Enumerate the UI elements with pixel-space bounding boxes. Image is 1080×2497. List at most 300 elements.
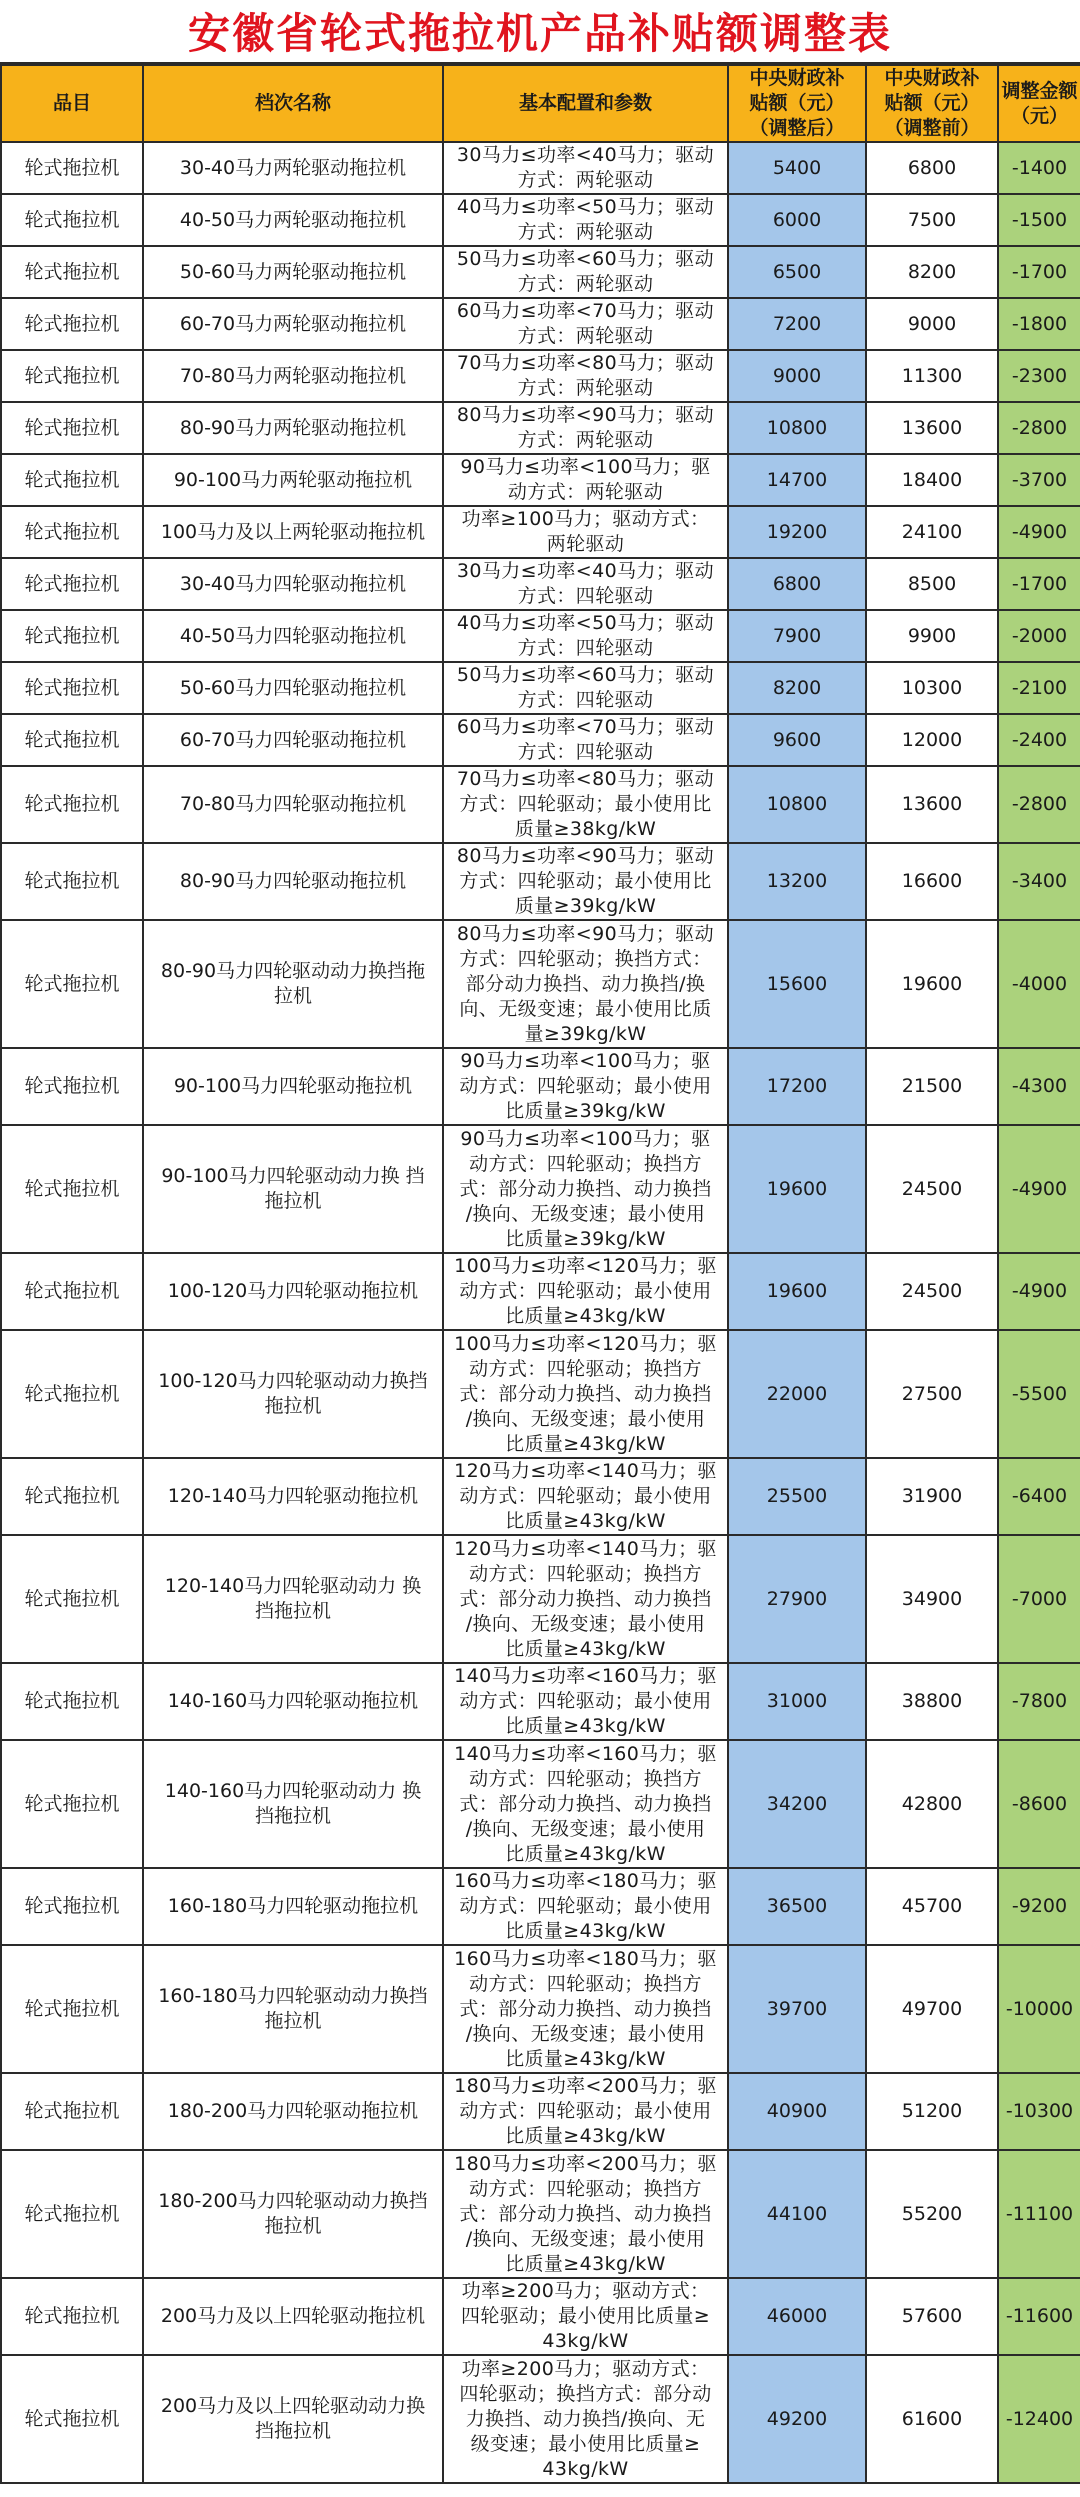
header-grade-name: 档次名称 bbox=[143, 65, 443, 142]
adjustment-cell: -4900 bbox=[998, 506, 1080, 558]
adjustment-cell: -3400 bbox=[998, 843, 1080, 920]
adjustment-cell: -11100 bbox=[998, 2150, 1080, 2278]
spec-line: 43kg/kW bbox=[542, 2457, 629, 2480]
adjustment-cell: -1500 bbox=[998, 194, 1080, 246]
spec-line: 质量≥38kg/kW bbox=[514, 818, 657, 840]
adjustment-cell: -7800 bbox=[998, 1663, 1080, 1740]
grade-name-cell bbox=[143, 506, 443, 558]
spec-line: 120马力≤功率<140马力；驱 bbox=[454, 1537, 717, 1560]
spec-cell bbox=[443, 714, 728, 766]
grade-name-line: 挡拖拉机 bbox=[254, 1600, 331, 1622]
category-cell: 轮式拖拉机 bbox=[1, 2278, 143, 2355]
spec-cell bbox=[443, 2150, 728, 2278]
subsidy-before-cell: 24100 bbox=[866, 506, 998, 558]
subsidy-before-cell: 21500 bbox=[866, 1048, 998, 1125]
subsidy-before-cell: 18400 bbox=[866, 454, 998, 506]
subsidy-after-cell: 13200 bbox=[728, 843, 866, 920]
spec-line: 比质量≥43kg/kW bbox=[505, 1305, 666, 1327]
spec-line: 70马力≤功率<80马力；驱动 bbox=[456, 352, 715, 374]
table-row bbox=[1, 454, 1080, 506]
spec-cell bbox=[443, 1663, 728, 1740]
spec-line: 部分动力换挡、动力换挡/换 bbox=[465, 972, 706, 995]
spec-cell bbox=[443, 1535, 728, 1663]
spec-line: 40马力≤功率<50马力；驱动 bbox=[456, 612, 715, 634]
table-row bbox=[1, 766, 1080, 843]
subsidy-after-cell: 22000 bbox=[728, 1330, 866, 1458]
grade-name-cell bbox=[143, 662, 443, 714]
spec-line: 30马力≤功率<40马力；驱动 bbox=[456, 144, 715, 166]
adjustment-cell: -7000 bbox=[998, 1535, 1080, 1663]
spec-cell bbox=[443, 1330, 728, 1458]
grade-name-line: 50-60马力四轮驱动拖拉机 bbox=[179, 676, 407, 699]
spec-line: 力换挡、动力换挡/换向、无 bbox=[465, 2407, 706, 2430]
adjustment-cell: -4300 bbox=[998, 1048, 1080, 1125]
spec-line: 方式：四轮驱动 bbox=[517, 689, 654, 711]
subsidy-before-cell: 12000 bbox=[866, 714, 998, 766]
category-cell: 轮式拖拉机 bbox=[1, 1458, 143, 1535]
table-row bbox=[1, 1458, 1080, 1535]
spec-line: 140马力≤功率<160马力；驱 bbox=[454, 1742, 717, 1765]
spec-line: 比质量≥43kg/kW bbox=[505, 1842, 666, 1865]
grade-name-cell bbox=[143, 1868, 443, 1945]
grade-name-cell bbox=[143, 246, 443, 298]
spec-line: /换向、无级变速；最小使用 bbox=[465, 1817, 706, 1840]
spec-line: 动方式：四轮驱动；换挡方 bbox=[469, 1357, 702, 1380]
spec-line: 比质量≥43kg/kW bbox=[505, 1920, 666, 1942]
grade-name-cell bbox=[143, 2073, 443, 2150]
grade-name-line: 60-70马力两轮驱动拖拉机 bbox=[179, 312, 407, 335]
adjustment-cell: -5500 bbox=[998, 1330, 1080, 1458]
subsidy-before-cell: 8200 bbox=[866, 246, 998, 298]
category-cell: 轮式拖拉机 bbox=[1, 843, 143, 920]
adjustment-cell: -10300 bbox=[998, 2073, 1080, 2150]
spec-line: 方式：四轮驱动；最小使用比 bbox=[459, 793, 712, 815]
spec-line: 四轮驱动；最小使用比质量≥ bbox=[460, 2305, 711, 2327]
spec-line: 级变速；最小使用比质量≥ bbox=[470, 2432, 701, 2455]
category-cell: 轮式拖拉机 bbox=[1, 1330, 143, 1458]
table-row bbox=[1, 843, 1080, 920]
table-row bbox=[1, 298, 1080, 350]
subsidy-before-cell: 38800 bbox=[866, 1663, 998, 1740]
grade-name-line: 200马力及以上四轮驱动动力换 bbox=[160, 2395, 426, 2417]
spec-cell bbox=[443, 662, 728, 714]
spec-line: 40马力≤功率<50马力；驱动 bbox=[456, 196, 715, 218]
header-spec: 基本配置和参数 bbox=[443, 65, 728, 142]
grade-name-cell bbox=[143, 920, 443, 1048]
spec-cell bbox=[443, 2355, 728, 2483]
spec-line: 140马力≤功率<160马力；驱 bbox=[454, 1665, 717, 1687]
spec-line: 方式：四轮驱动；最小使用比 bbox=[459, 870, 712, 892]
category-cell: 轮式拖拉机 bbox=[1, 1868, 143, 1945]
category-cell: 轮式拖拉机 bbox=[1, 920, 143, 1048]
adjustment-cell: -6400 bbox=[998, 1458, 1080, 1535]
table-row bbox=[1, 1663, 1080, 1740]
spec-line: 式：部分动力换挡、动力换挡 bbox=[459, 2202, 712, 2225]
header-before bbox=[866, 65, 998, 142]
grade-name-cell bbox=[143, 1330, 443, 1458]
spec-line: 功率≥100马力；驱动方式： bbox=[461, 508, 710, 530]
header-after-line: 贴额（元） bbox=[749, 92, 845, 114]
grade-name-line: 50-60马力两轮驱动拖拉机 bbox=[179, 260, 407, 283]
spec-line: 动方式：四轮驱动；换挡方 bbox=[469, 2177, 702, 2200]
grade-name-cell bbox=[143, 402, 443, 454]
category-cell: 轮式拖拉机 bbox=[1, 402, 143, 454]
spec-line: /换向、无级变速；最小使用 bbox=[465, 2022, 706, 2045]
spec-line: 比质量≥39kg/kW bbox=[505, 1100, 666, 1122]
table-row bbox=[1, 246, 1080, 298]
subsidy-after-cell: 6800 bbox=[728, 558, 866, 610]
grade-name-line: 挡拖拉机 bbox=[254, 2420, 331, 2442]
spec-line: /换向、无级变速；最小使用 bbox=[465, 1202, 706, 1225]
subsidy-before-cell: 31900 bbox=[866, 1458, 998, 1535]
grade-name-cell bbox=[143, 194, 443, 246]
spec-line: 90马力≤功率<100马力；驱 bbox=[460, 456, 711, 478]
grade-name-line: 挡拖拉机 bbox=[254, 1805, 331, 1827]
subsidy-after-cell: 6000 bbox=[728, 194, 866, 246]
spec-line: 动方式：四轮驱动；换挡方 bbox=[469, 1972, 702, 1995]
spec-cell bbox=[443, 1253, 728, 1330]
spec-cell bbox=[443, 298, 728, 350]
spec-cell bbox=[443, 350, 728, 402]
grade-name-line: 100-120马力四轮驱动动力换挡 bbox=[158, 1370, 428, 1392]
subsidy-after-cell: 7200 bbox=[728, 298, 866, 350]
table-row bbox=[1, 610, 1080, 662]
table-row bbox=[1, 1740, 1080, 1868]
grade-name-line: 120-140马力四轮驱动拖拉机 bbox=[167, 1485, 419, 1507]
table-row bbox=[1, 714, 1080, 766]
grade-name-line: 拖拉机 bbox=[264, 1190, 322, 1212]
spec-line: 式：部分动力换挡、动力换挡 bbox=[459, 1587, 712, 1610]
spec-line: 方式：四轮驱动 bbox=[517, 637, 654, 659]
grade-name-line: 90-100马力四轮驱动拖拉机 bbox=[173, 1075, 413, 1097]
category-cell: 轮式拖拉机 bbox=[1, 2355, 143, 2483]
category-cell: 轮式拖拉机 bbox=[1, 1663, 143, 1740]
spec-line: 动方式：四轮驱动；换挡方 bbox=[469, 1767, 702, 1790]
spec-line: 70马力≤功率<80马力；驱动 bbox=[456, 768, 715, 790]
header-before-line: 中央财政补 bbox=[884, 67, 980, 89]
grade-name-cell bbox=[143, 1535, 443, 1663]
spec-cell bbox=[443, 2278, 728, 2355]
spec-line: 方式：两轮驱动 bbox=[517, 221, 654, 243]
spec-line: 动方式：四轮驱动；换挡方 bbox=[469, 1562, 702, 1585]
subsidy-after-cell: 34200 bbox=[728, 1740, 866, 1868]
spec-cell bbox=[443, 194, 728, 246]
spec-line: 比质量≥43kg/kW bbox=[505, 2252, 666, 2275]
subsidy-after-cell: 14700 bbox=[728, 454, 866, 506]
spec-line: 质量≥39kg/kW bbox=[514, 895, 657, 917]
subsidy-before-cell: 49700 bbox=[866, 1945, 998, 2073]
spec-line: 100马力≤功率<120马力；驱 bbox=[454, 1332, 717, 1355]
grade-name-line: 200马力及以上四轮驱动拖拉机 bbox=[160, 2305, 426, 2327]
category-cell: 轮式拖拉机 bbox=[1, 194, 143, 246]
spec-line: 100马力≤功率<120马力；驱 bbox=[454, 1255, 717, 1277]
spec-line: 动方式：四轮驱动；最小使用 bbox=[459, 1280, 712, 1302]
table-row bbox=[1, 1125, 1080, 1253]
header-delta-line: （元） bbox=[1010, 104, 1068, 127]
spec-line: 50马力≤功率<60马力；驱动 bbox=[456, 248, 715, 270]
subsidy-after-cell: 6500 bbox=[728, 246, 866, 298]
spec-line: 比质量≥43kg/kW bbox=[505, 1715, 666, 1737]
subsidy-before-cell: 6800 bbox=[866, 142, 998, 194]
subsidy-after-cell: 44100 bbox=[728, 2150, 866, 2278]
spec-line: 向、无级变速；最小使用比质 bbox=[459, 997, 712, 1020]
spec-cell bbox=[443, 1740, 728, 1868]
adjustment-cell: -2800 bbox=[998, 402, 1080, 454]
spec-line: 方式：两轮驱动 bbox=[517, 377, 654, 399]
spec-cell bbox=[443, 1125, 728, 1253]
adjustment-cell: -2400 bbox=[998, 714, 1080, 766]
spec-line: 动方式：四轮驱动；换挡方 bbox=[469, 1152, 702, 1175]
grade-name-cell bbox=[143, 1663, 443, 1740]
spec-line: 式：部分动力换挡、动力换挡 bbox=[459, 1997, 712, 2020]
spec-line: /换向、无级变速；最小使用 bbox=[465, 1407, 706, 1430]
header-after-line: 中央财政补 bbox=[749, 67, 845, 89]
category-cell: 轮式拖拉机 bbox=[1, 610, 143, 662]
category-cell: 轮式拖拉机 bbox=[1, 246, 143, 298]
subsidy-after-cell: 39700 bbox=[728, 1945, 866, 2073]
subsidy-after-cell: 49200 bbox=[728, 2355, 866, 2483]
spec-line: 比质量≥43kg/kW bbox=[505, 2047, 666, 2070]
grade-name-cell bbox=[143, 1125, 443, 1253]
adjustment-cell: -3700 bbox=[998, 454, 1080, 506]
category-cell: 轮式拖拉机 bbox=[1, 506, 143, 558]
subsidy-after-cell: 15600 bbox=[728, 920, 866, 1048]
subsidy-after-cell: 31000 bbox=[728, 1663, 866, 1740]
spec-cell bbox=[443, 142, 728, 194]
category-cell: 轮式拖拉机 bbox=[1, 1740, 143, 1868]
header-row bbox=[1, 65, 1080, 142]
spec-line: 比质量≥43kg/kW bbox=[505, 1510, 666, 1532]
spec-cell bbox=[443, 558, 728, 610]
category-cell: 轮式拖拉机 bbox=[1, 1048, 143, 1125]
table-row bbox=[1, 2150, 1080, 2278]
spec-line: 180马力≤功率<200马力；驱 bbox=[454, 2152, 717, 2175]
subsidy-after-cell: 27900 bbox=[728, 1535, 866, 1663]
category-cell: 轮式拖拉机 bbox=[1, 1253, 143, 1330]
spec-line: 60马力≤功率<70马力；驱动 bbox=[456, 716, 715, 738]
grade-name-line: 90-100马力两轮驱动拖拉机 bbox=[173, 468, 413, 491]
grade-name-cell bbox=[143, 766, 443, 843]
spec-line: 方式：四轮驱动 bbox=[517, 741, 654, 763]
spec-line: 式：部分动力换挡、动力换挡 bbox=[459, 1382, 712, 1405]
adjustment-cell: -2300 bbox=[998, 350, 1080, 402]
subsidy-before-cell: 42800 bbox=[866, 1740, 998, 1868]
spec-cell bbox=[443, 1945, 728, 2073]
spec-line: 50马力≤功率<60马力；驱动 bbox=[456, 664, 715, 686]
spec-line: 80马力≤功率<90马力；驱动 bbox=[456, 845, 715, 867]
adjustment-cell: -1700 bbox=[998, 558, 1080, 610]
table-row bbox=[1, 2355, 1080, 2483]
spec-line: 动方式：四轮驱动；最小使用 bbox=[459, 2100, 712, 2122]
spec-line: 量≥39kg/kW bbox=[524, 1022, 647, 1045]
grade-name-cell bbox=[143, 142, 443, 194]
spec-line: 比质量≥43kg/kW bbox=[505, 1637, 666, 1660]
spec-line: 方式：四轮驱动；换挡方式： bbox=[459, 947, 712, 970]
spec-cell bbox=[443, 454, 728, 506]
category-cell: 轮式拖拉机 bbox=[1, 558, 143, 610]
spec-line: /换向、无级变速；最小使用 bbox=[465, 2227, 706, 2250]
spec-line: 式：部分动力换挡、动力换挡 bbox=[459, 1792, 712, 1815]
category-cell: 轮式拖拉机 bbox=[1, 298, 143, 350]
adjustment-cell: -9200 bbox=[998, 1868, 1080, 1945]
header-category: 品目 bbox=[1, 65, 143, 142]
adjustment-cell: -11600 bbox=[998, 2278, 1080, 2355]
subsidy-before-cell: 8500 bbox=[866, 558, 998, 610]
spec-cell bbox=[443, 506, 728, 558]
spec-line: 80马力≤功率<90马力；驱动 bbox=[456, 404, 715, 426]
grade-name-line: 30-40马力四轮驱动拖拉机 bbox=[179, 572, 407, 595]
spec-line: 两轮驱动 bbox=[546, 533, 625, 555]
grade-name-line: 160-180马力四轮驱动拖拉机 bbox=[167, 1895, 419, 1917]
adjustment-cell: -4000 bbox=[998, 920, 1080, 1048]
grade-name-line: 拉机 bbox=[273, 985, 312, 1007]
table-row bbox=[1, 920, 1080, 1048]
subsidy-before-cell: 19600 bbox=[866, 920, 998, 1048]
category-cell: 轮式拖拉机 bbox=[1, 1945, 143, 2073]
subsidy-after-cell: 7900 bbox=[728, 610, 866, 662]
header-delta bbox=[998, 65, 1080, 142]
spec-line: 动方式：两轮驱动 bbox=[507, 481, 664, 503]
table-row bbox=[1, 142, 1080, 194]
subsidy-after-cell: 5400 bbox=[728, 142, 866, 194]
spec-line: /换向、无级变速；最小使用 bbox=[465, 1612, 706, 1635]
category-cell: 轮式拖拉机 bbox=[1, 350, 143, 402]
table-row bbox=[1, 194, 1080, 246]
spec-line: 方式：两轮驱动 bbox=[517, 429, 654, 451]
subsidy-before-cell: 34900 bbox=[866, 1535, 998, 1663]
table-row bbox=[1, 558, 1080, 610]
spec-line: 160马力≤功率<180马力；驱 bbox=[454, 1870, 717, 1892]
adjustment-cell: -4900 bbox=[998, 1253, 1080, 1330]
grade-name-line: 80-90马力四轮驱动拖拉机 bbox=[179, 870, 407, 892]
table-row bbox=[1, 1535, 1080, 1663]
grade-name-line: 拖拉机 bbox=[264, 2215, 322, 2237]
adjustment-cell: -2000 bbox=[998, 610, 1080, 662]
subsidy-before-cell: 13600 bbox=[866, 766, 998, 843]
grade-name-line: 60-70马力四轮驱动拖拉机 bbox=[179, 728, 407, 751]
grade-name-line: 100马力及以上两轮驱动拖拉机 bbox=[160, 520, 426, 543]
spec-line: 比质量≥39kg/kW bbox=[505, 1227, 666, 1250]
spec-line: 方式：两轮驱动 bbox=[517, 325, 654, 347]
grade-name-line: 120-140马力四轮驱动动力 换 bbox=[164, 1575, 422, 1597]
category-cell: 轮式拖拉机 bbox=[1, 662, 143, 714]
spec-line: 43kg/kW bbox=[542, 2330, 629, 2352]
grade-name-line: 拖拉机 bbox=[264, 2010, 322, 2032]
table-row bbox=[1, 402, 1080, 454]
spec-cell bbox=[443, 402, 728, 454]
spec-line: 90马力≤功率<100马力；驱 bbox=[460, 1050, 711, 1072]
subsidy-after-cell: 19600 bbox=[728, 1253, 866, 1330]
table-row bbox=[1, 1253, 1080, 1330]
grade-name-cell bbox=[143, 1458, 443, 1535]
adjustment-cell: -8600 bbox=[998, 1740, 1080, 1868]
grade-name-line: 180-200马力四轮驱动动力换挡 bbox=[158, 2190, 428, 2212]
subsidy-after-cell: 19600 bbox=[728, 1125, 866, 1253]
grade-name-cell bbox=[143, 1740, 443, 1868]
spec-line: 动方式：四轮驱动；最小使用 bbox=[459, 1485, 712, 1507]
category-cell: 轮式拖拉机 bbox=[1, 142, 143, 194]
spec-line: 30马力≤功率<40马力；驱动 bbox=[456, 560, 715, 582]
subsidy-after-cell: 46000 bbox=[728, 2278, 866, 2355]
spec-line: 方式：两轮驱动 bbox=[517, 169, 654, 191]
subsidy-before-cell: 57600 bbox=[866, 2278, 998, 2355]
spec-line: 方式：两轮驱动 bbox=[517, 273, 654, 295]
grade-name-line: 160-180马力四轮驱动动力换挡 bbox=[158, 1985, 428, 2007]
adjustment-cell: -4900 bbox=[998, 1125, 1080, 1253]
header-after-line: （调整后） bbox=[749, 117, 845, 139]
adjustment-cell: -2100 bbox=[998, 662, 1080, 714]
spec-line: 比质量≥43kg/kW bbox=[505, 2125, 666, 2147]
subsidy-before-cell: 61600 bbox=[866, 2355, 998, 2483]
grade-name-cell bbox=[143, 350, 443, 402]
subsidy-before-cell: 13600 bbox=[866, 402, 998, 454]
subsidy-after-cell: 25500 bbox=[728, 1458, 866, 1535]
table-row bbox=[1, 506, 1080, 558]
spec-line: 比质量≥43kg/kW bbox=[505, 1432, 666, 1455]
grade-name-cell bbox=[143, 298, 443, 350]
grade-name-line: 70-80马力两轮驱动拖拉机 bbox=[179, 364, 407, 387]
header-before-line: （调整前） bbox=[884, 117, 980, 139]
spec-cell bbox=[443, 2073, 728, 2150]
adjustment-cell: -1400 bbox=[998, 142, 1080, 194]
page-title: 安徽省轮式拖拉机产品补贴额调整表 bbox=[0, 0, 1080, 64]
grade-name-line: 30-40马力两轮驱动拖拉机 bbox=[179, 156, 407, 179]
table-row bbox=[1, 2278, 1080, 2355]
grade-name-line: 拖拉机 bbox=[264, 1395, 322, 1417]
table-row bbox=[1, 2073, 1080, 2150]
spec-line: 式：部分动力换挡、动力换挡 bbox=[459, 1177, 712, 1200]
spec-line: 80马力≤功率<90马力；驱动 bbox=[456, 922, 715, 945]
spec-line: 160马力≤功率<180马力；驱 bbox=[454, 1947, 717, 1970]
subsidy-after-cell: 10800 bbox=[728, 766, 866, 843]
adjustment-cell: -12400 bbox=[998, 2355, 1080, 2483]
category-cell: 轮式拖拉机 bbox=[1, 714, 143, 766]
table-row bbox=[1, 1048, 1080, 1125]
table-row bbox=[1, 1868, 1080, 1945]
grade-name-line: 90-100马力四轮驱动动力换 挡 bbox=[161, 1165, 425, 1187]
grade-name-line: 70-80马力四轮驱动拖拉机 bbox=[179, 793, 407, 815]
header-after bbox=[728, 65, 866, 142]
spec-cell bbox=[443, 920, 728, 1048]
spec-cell bbox=[443, 246, 728, 298]
table-row bbox=[1, 350, 1080, 402]
header-before-line: 贴额（元） bbox=[884, 92, 980, 114]
spec-cell bbox=[443, 610, 728, 662]
adjustment-cell: -2800 bbox=[998, 766, 1080, 843]
subsidy-before-cell: 16600 bbox=[866, 843, 998, 920]
spec-cell bbox=[443, 1458, 728, 1535]
subsidy-after-cell: 17200 bbox=[728, 1048, 866, 1125]
subsidy-before-cell: 9900 bbox=[866, 610, 998, 662]
spec-line: 功率≥200马力；驱动方式： bbox=[461, 2357, 710, 2380]
category-cell: 轮式拖拉机 bbox=[1, 2073, 143, 2150]
grade-name-cell bbox=[143, 1945, 443, 2073]
spec-cell bbox=[443, 1048, 728, 1125]
category-cell: 轮式拖拉机 bbox=[1, 454, 143, 506]
grade-name-line: 180-200马力四轮驱动拖拉机 bbox=[167, 2100, 419, 2122]
grade-name-line: 40-50马力四轮驱动拖拉机 bbox=[179, 624, 407, 647]
spec-line: 120马力≤功率<140马力；驱 bbox=[454, 1460, 717, 1482]
subsidy-before-cell: 24500 bbox=[866, 1125, 998, 1253]
subsidy-after-cell: 40900 bbox=[728, 2073, 866, 2150]
grade-name-cell bbox=[143, 2355, 443, 2483]
subsidy-table bbox=[0, 64, 1080, 2484]
spec-line: 动方式：四轮驱动；最小使用 bbox=[459, 1895, 712, 1917]
subsidy-before-cell: 11300 bbox=[866, 350, 998, 402]
grade-name-cell bbox=[143, 2278, 443, 2355]
category-cell: 轮式拖拉机 bbox=[1, 2150, 143, 2278]
grade-name-cell bbox=[143, 558, 443, 610]
